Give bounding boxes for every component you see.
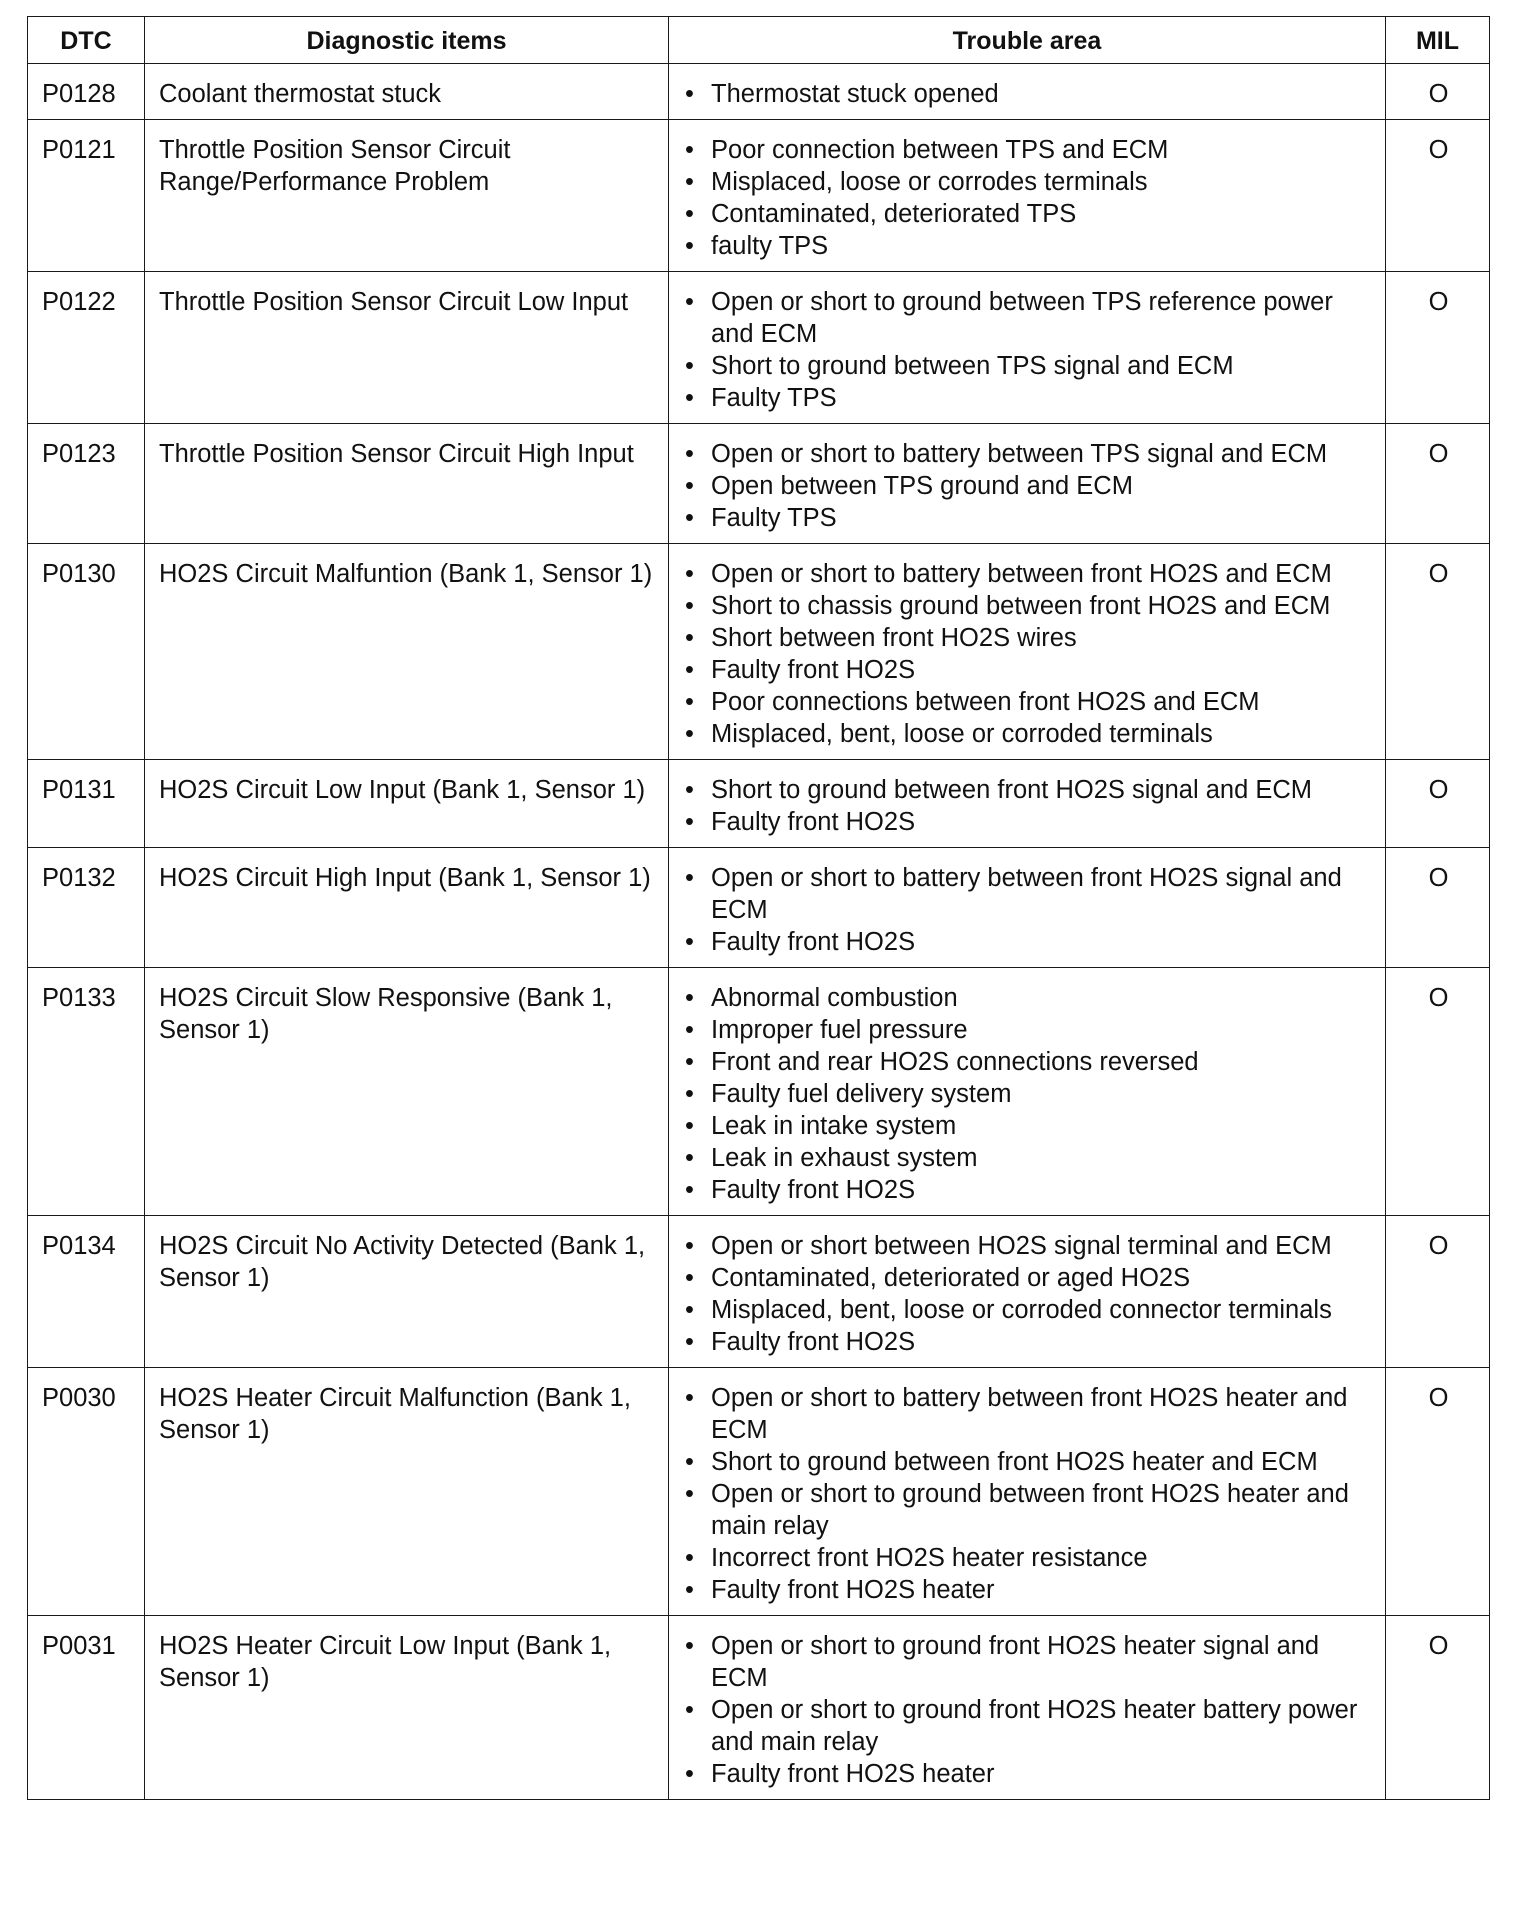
table-row	[28, 64, 1490, 120]
list-item	[683, 502, 1373, 534]
header-row	[28, 17, 1490, 64]
table-header	[28, 17, 1490, 64]
list-item	[683, 1014, 1373, 1046]
trouble-area-text: Open or short to ground front HO2S heater signal and ECM	[711, 1632, 1320, 1692]
mil-indicator: O	[1386, 1216, 1490, 1368]
bullet-icon: •	[685, 1632, 694, 1660]
dtc-code: P0121	[28, 120, 145, 272]
trouble-area-list	[683, 1630, 1373, 1790]
trouble-area-text: Contaminated, deteriorated TPS	[711, 200, 1077, 228]
dtc-code: P0128	[28, 64, 145, 120]
trouble-area	[669, 1368, 1386, 1616]
list-item	[683, 622, 1373, 654]
bullet-icon: •	[685, 928, 694, 956]
table-row	[28, 424, 1490, 544]
table-row	[28, 760, 1490, 848]
dtc-code: P0123	[28, 424, 145, 544]
diagnostic-item: Throttle Position Sensor Circuit High Input	[145, 424, 669, 544]
trouble-area-text: Open or short to battery between TPS signal and ECM	[711, 440, 1328, 468]
list-item	[683, 1046, 1373, 1078]
trouble-area-text: Open or short to battery between front HO2S heater and ECM	[711, 1384, 1348, 1444]
bullet-icon: •	[685, 1448, 694, 1476]
table-row	[28, 544, 1490, 760]
dtc-code: P0122	[28, 272, 145, 424]
mil-indicator: O	[1386, 848, 1490, 968]
bullet-icon: •	[685, 288, 694, 316]
list-item	[683, 1478, 1373, 1542]
list-item	[683, 78, 1373, 110]
list-item	[683, 438, 1373, 470]
list-item	[683, 1758, 1373, 1790]
diagnostic-item: HO2S Heater Circuit Malfunction (Bank 1, Sensor 1)	[145, 1368, 669, 1616]
table-row	[28, 968, 1490, 1216]
bullet-icon: •	[685, 592, 694, 620]
trouble-area-text: Misplaced, loose or corrodes terminals	[711, 168, 1148, 196]
list-item	[683, 1542, 1373, 1574]
bullet-icon: •	[685, 1760, 694, 1788]
list-item	[683, 1110, 1373, 1142]
trouble-area	[669, 848, 1386, 968]
dtc-code: P0030	[28, 1368, 145, 1616]
mil-indicator: O	[1386, 272, 1490, 424]
list-item	[683, 1078, 1373, 1110]
mil-indicator: O	[1386, 64, 1490, 120]
diagnostic-item: HO2S Circuit High Input (Bank 1, Sensor 1)	[145, 848, 669, 968]
trouble-area-text: Faulty front HO2S	[711, 1328, 916, 1356]
trouble-area-text: Faulty front HO2S heater	[711, 1576, 995, 1604]
diagnostic-item: Coolant thermostat stuck	[145, 64, 669, 120]
table-row	[28, 1216, 1490, 1368]
diagnostic-item: Throttle Position Sensor Circuit Range/Performance Problem	[145, 120, 669, 272]
bullet-icon: •	[685, 1576, 694, 1604]
trouble-area-text: Short to chassis ground between front HO2S and ECM	[711, 592, 1331, 620]
trouble-area-list	[683, 558, 1373, 750]
dtc-code: P0134	[28, 1216, 145, 1368]
dtc-table	[27, 16, 1490, 1800]
bullet-icon: •	[685, 1112, 694, 1140]
trouble-area	[669, 1216, 1386, 1368]
diagnostic-item: Throttle Position Sensor Circuit Low Input	[145, 272, 669, 424]
table-row	[28, 848, 1490, 968]
trouble-area-text: Open or short to ground between front HO2S heater and main relay	[711, 1480, 1349, 1540]
diagnostic-item: HO2S Circuit Slow Responsive (Bank 1, Sensor 1)	[145, 968, 669, 1216]
bullet-icon: •	[685, 776, 694, 804]
list-item	[683, 654, 1373, 686]
bullet-icon: •	[685, 1048, 694, 1076]
mil-indicator: O	[1386, 424, 1490, 544]
trouble-area-list	[683, 862, 1373, 958]
trouble-area	[669, 424, 1386, 544]
bullet-icon: •	[685, 1176, 694, 1204]
trouble-area-text: Short to ground between front HO2S signal and ECM	[711, 776, 1313, 804]
trouble-area-text: Short between front HO2S wires	[711, 624, 1077, 652]
mil-indicator: O	[1386, 544, 1490, 760]
list-item	[683, 1326, 1373, 1358]
list-item	[683, 350, 1373, 382]
trouble-area-text: Short to ground between TPS signal and ECM	[711, 352, 1234, 380]
trouble-area-text: Misplaced, bent, loose or corroded terminals	[711, 720, 1213, 748]
trouble-area-text: faulty TPS	[711, 232, 829, 260]
list-item	[683, 558, 1373, 590]
bullet-icon: •	[685, 560, 694, 588]
trouble-area-text: Improper fuel pressure	[711, 1016, 968, 1044]
trouble-area-text: Faulty TPS	[711, 504, 837, 532]
table-row	[28, 120, 1490, 272]
bullet-icon: •	[685, 504, 694, 532]
bullet-icon: •	[685, 232, 694, 260]
trouble-area	[669, 968, 1386, 1216]
trouble-area-text: Open or short to ground front HO2S heater battery power and main relay	[711, 1696, 1358, 1756]
dtc-code: P0130	[28, 544, 145, 760]
trouble-area-text: Open between TPS ground and ECM	[711, 472, 1133, 500]
list-item	[683, 862, 1373, 926]
mil-indicator: O	[1386, 1616, 1490, 1800]
list-item	[683, 982, 1373, 1014]
list-item	[683, 1630, 1373, 1694]
diagnostic-item: HO2S Circuit No Activity Detected (Bank 1, Sensor 1)	[145, 1216, 669, 1368]
list-item	[683, 1446, 1373, 1478]
bullet-icon: •	[685, 1232, 694, 1260]
bullet-icon: •	[685, 984, 694, 1012]
trouble-area-text: Open or short between HO2S signal terminal and ECM	[711, 1232, 1332, 1260]
trouble-area-list	[683, 438, 1373, 534]
trouble-area-text: Open or short to battery between front HO2S signal and ECM	[711, 864, 1342, 924]
list-item	[683, 382, 1373, 414]
diagnostic-item: HO2S Heater Circuit Low Input (Bank 1, Sensor 1)	[145, 1616, 669, 1800]
bullet-icon: •	[685, 1696, 694, 1724]
header-diagnostic-items: Diagnostic items	[145, 17, 669, 64]
bullet-icon: •	[685, 1080, 694, 1108]
trouble-area-list	[683, 1230, 1373, 1358]
bullet-icon: •	[685, 864, 694, 892]
bullet-icon: •	[685, 80, 694, 108]
bullet-icon: •	[685, 1384, 694, 1412]
bullet-icon: •	[685, 384, 694, 412]
table-body	[28, 64, 1490, 1800]
trouble-area-text: Misplaced, bent, loose or corroded connector terminals	[711, 1296, 1332, 1324]
list-item	[683, 166, 1373, 198]
mil-indicator: O	[1386, 968, 1490, 1216]
trouble-area-list	[683, 774, 1373, 838]
bullet-icon: •	[685, 352, 694, 380]
list-item	[683, 1294, 1373, 1326]
bullet-icon: •	[685, 624, 694, 652]
list-item	[683, 198, 1373, 230]
bullet-icon: •	[685, 688, 694, 716]
mil-indicator: O	[1386, 760, 1490, 848]
trouble-area-text: Open or short to battery between front HO2S and ECM	[711, 560, 1332, 588]
trouble-area-text: Abnormal combustion	[711, 984, 958, 1012]
trouble-area	[669, 544, 1386, 760]
trouble-area-text: Thermostat stuck opened	[711, 80, 999, 108]
trouble-area-text: Poor connections between front HO2S and ECM	[711, 688, 1260, 716]
list-item	[683, 806, 1373, 838]
bullet-icon: •	[685, 1296, 694, 1324]
trouble-area-text: Faulty front HO2S	[711, 928, 916, 956]
trouble-area-text: Front and rear HO2S connections reversed	[711, 1048, 1199, 1076]
list-item	[683, 590, 1373, 622]
trouble-area-text: Poor connection between TPS and ECM	[711, 136, 1169, 164]
mil-indicator: O	[1386, 120, 1490, 272]
list-item	[683, 1174, 1373, 1206]
bullet-icon: •	[685, 656, 694, 684]
bullet-icon: •	[685, 1016, 694, 1044]
table-row	[28, 272, 1490, 424]
list-item	[683, 1262, 1373, 1294]
trouble-area-list	[683, 134, 1373, 262]
bullet-icon: •	[685, 1264, 694, 1292]
bullet-icon: •	[685, 440, 694, 468]
trouble-area-text: Short to ground between front HO2S heater and ECM	[711, 1448, 1318, 1476]
trouble-area	[669, 760, 1386, 848]
list-item	[683, 470, 1373, 502]
trouble-area	[669, 64, 1386, 120]
dtc-code: P0133	[28, 968, 145, 1216]
bullet-icon: •	[685, 1544, 694, 1572]
list-item	[683, 230, 1373, 262]
dtc-code: P0131	[28, 760, 145, 848]
table-row	[28, 1616, 1490, 1800]
list-item	[683, 1230, 1373, 1262]
header-mil: MIL	[1386, 17, 1490, 64]
trouble-area-text: Faulty front HO2S	[711, 1176, 916, 1204]
list-item	[683, 686, 1373, 718]
bullet-icon: •	[685, 472, 694, 500]
trouble-area-list	[683, 286, 1373, 414]
bullet-icon: •	[685, 808, 694, 836]
mil-indicator: O	[1386, 1368, 1490, 1616]
trouble-area-text: Leak in exhaust system	[711, 1144, 978, 1172]
trouble-area-text: Faulty TPS	[711, 384, 837, 412]
header-dtc: DTC	[28, 17, 145, 64]
trouble-area	[669, 120, 1386, 272]
table-row	[28, 1368, 1490, 1616]
diagnostic-item: HO2S Circuit Low Input (Bank 1, Sensor 1)	[145, 760, 669, 848]
list-item	[683, 718, 1373, 750]
trouble-area-text: Faulty front HO2S	[711, 808, 916, 836]
trouble-area-text: Faulty front HO2S heater	[711, 1760, 995, 1788]
bullet-icon: •	[685, 136, 694, 164]
trouble-area-text: Leak in intake system	[711, 1112, 957, 1140]
diagnostic-item: HO2S Circuit Malfuntion (Bank 1, Sensor 1)	[145, 544, 669, 760]
trouble-area-text: Open or short to ground between TPS reference power and ECM	[711, 288, 1333, 348]
dtc-code: P0031	[28, 1616, 145, 1800]
bullet-icon: •	[685, 1480, 694, 1508]
list-item	[683, 1574, 1373, 1606]
trouble-area-list	[683, 78, 1373, 110]
list-item	[683, 774, 1373, 806]
trouble-area-text: Faulty fuel delivery system	[711, 1080, 1012, 1108]
dtc-code: P0132	[28, 848, 145, 968]
bullet-icon: •	[685, 1144, 694, 1172]
bullet-icon: •	[685, 200, 694, 228]
trouble-area	[669, 272, 1386, 424]
list-item	[683, 1382, 1373, 1446]
trouble-area	[669, 1616, 1386, 1800]
list-item	[683, 926, 1373, 958]
header-trouble-area: Trouble area	[669, 17, 1386, 64]
trouble-area-text: Incorrect front HO2S heater resistance	[711, 1544, 1148, 1572]
bullet-icon: •	[685, 1328, 694, 1356]
bullet-icon: •	[685, 720, 694, 748]
trouble-area-text: Contaminated, deteriorated or aged HO2S	[711, 1264, 1191, 1292]
list-item	[683, 1694, 1373, 1758]
list-item	[683, 286, 1373, 350]
trouble-area-text: Faulty front HO2S	[711, 656, 916, 684]
bullet-icon: •	[685, 168, 694, 196]
list-item	[683, 1142, 1373, 1174]
trouble-area-list	[683, 1382, 1373, 1606]
list-item	[683, 134, 1373, 166]
trouble-area-list	[683, 982, 1373, 1206]
